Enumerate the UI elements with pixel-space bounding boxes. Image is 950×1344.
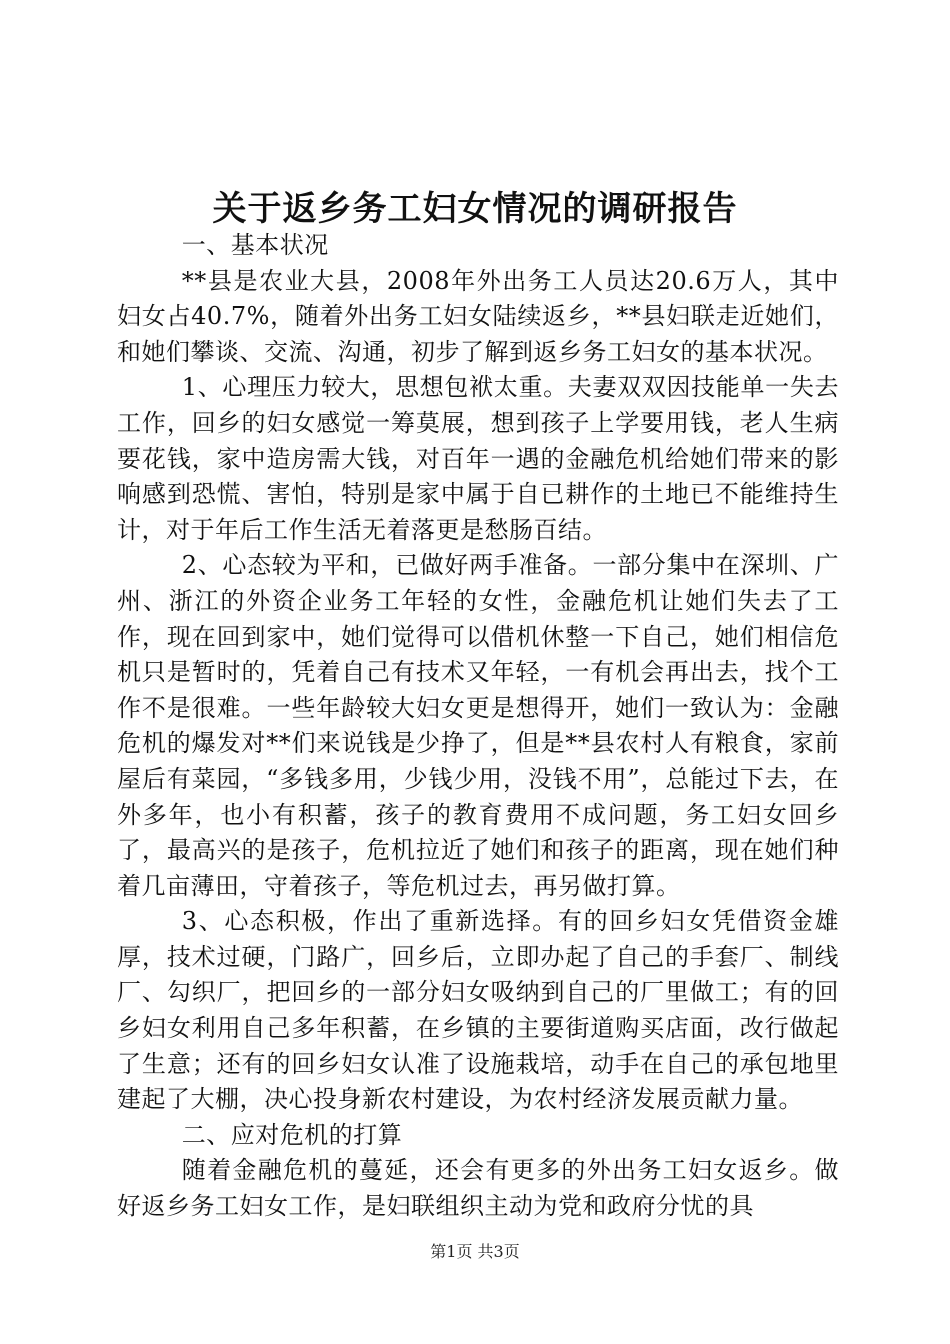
- paragraph-point-1: 1、心理压力较大，思想包袱太重。夫妻双双因技能单一失去工作，回乡的妇女感觉一筹莫展，想到孩子上学要用钱，老人生病要花钱，家中造房需大钱，对百年一遇的金融危机给她们带来的影响感到恐慌、害怕，特别是家中属于自已耕作的土地已不能维持生计，对于年后工作生活无着落更是愁肠百结。: [117, 373, 839, 544]
- document-title: 关于返乡务工妇女情况的调研报告: [212, 189, 738, 229]
- document-body: [117, 228, 839, 1225]
- paragraph-point-3: 3、心态积极，作出了重新选择。有的回乡妇女凭借资金雄厚，技术过硬，门路广，回乡后，立即办起了自己的手套厂、制线厂、勾织厂，把回乡的一部分妇女吸纳到自己的厂里做工；有的回乡妇女利用自己多年积蓄，在乡镇的主要街道购买店面，改行做起了生意；还有的回乡妇女认准了设施栽培，动手在自己的承包地里建起了大棚，决心投身新农村建设，为农村经济发展贡献力量。: [117, 907, 839, 1114]
- section-heading-crisis-plan: 二、应对危机的打算: [181, 1120, 403, 1149]
- paragraph-overview: **县是农业大县，2008年外出务工人员达20.6万人，其中妇女占40.7%，随着外出务工妇女陆续返乡，**县妇联走近她们，和她们攀谈、交流、沟通，初步了解到返乡务工妇女的基本状况。: [117, 266, 839, 366]
- section-heading-basic-status: 一、基本状况: [181, 231, 329, 259]
- paragraph-crisis-intro: 随着金融危机的蔓延，还会有更多的外出务工妇女返乡。做好返乡务工妇女工作，是妇联组织主动为党和政府分忧的具: [117, 1156, 839, 1221]
- page-number-footer: 第1页 共3页: [430, 1242, 520, 1261]
- paragraph-point-2: 2、心态较为平和，已做好两手准备。一部分集中在深圳、广州、浙江的外资企业务工年轻的女性，金融危机让她们失去了工作，现在回到家中，她们觉得可以借机休整一下自己，她们相信危机只是暂时的，凭着自己有技术又年轻，一有机会再出去，找个工作不是很难。一些年龄较大妇女更是想得开，她们一致认为：金融危机的爆发对**们来说钱是少挣了，但是**县农村人有粮食，家前屋后有菜园，“多钱多用，少钱少用，没钱不用”，总能过下去，在外多年，也小有积蓄，孩子的教育费用不成问题，务工妇女回乡了，最高兴的是孩子，危机拉近了她们和孩子的距离，现在她们种着几亩薄田，守着孩子，等危机过去，再另做打算。: [117, 551, 839, 900]
